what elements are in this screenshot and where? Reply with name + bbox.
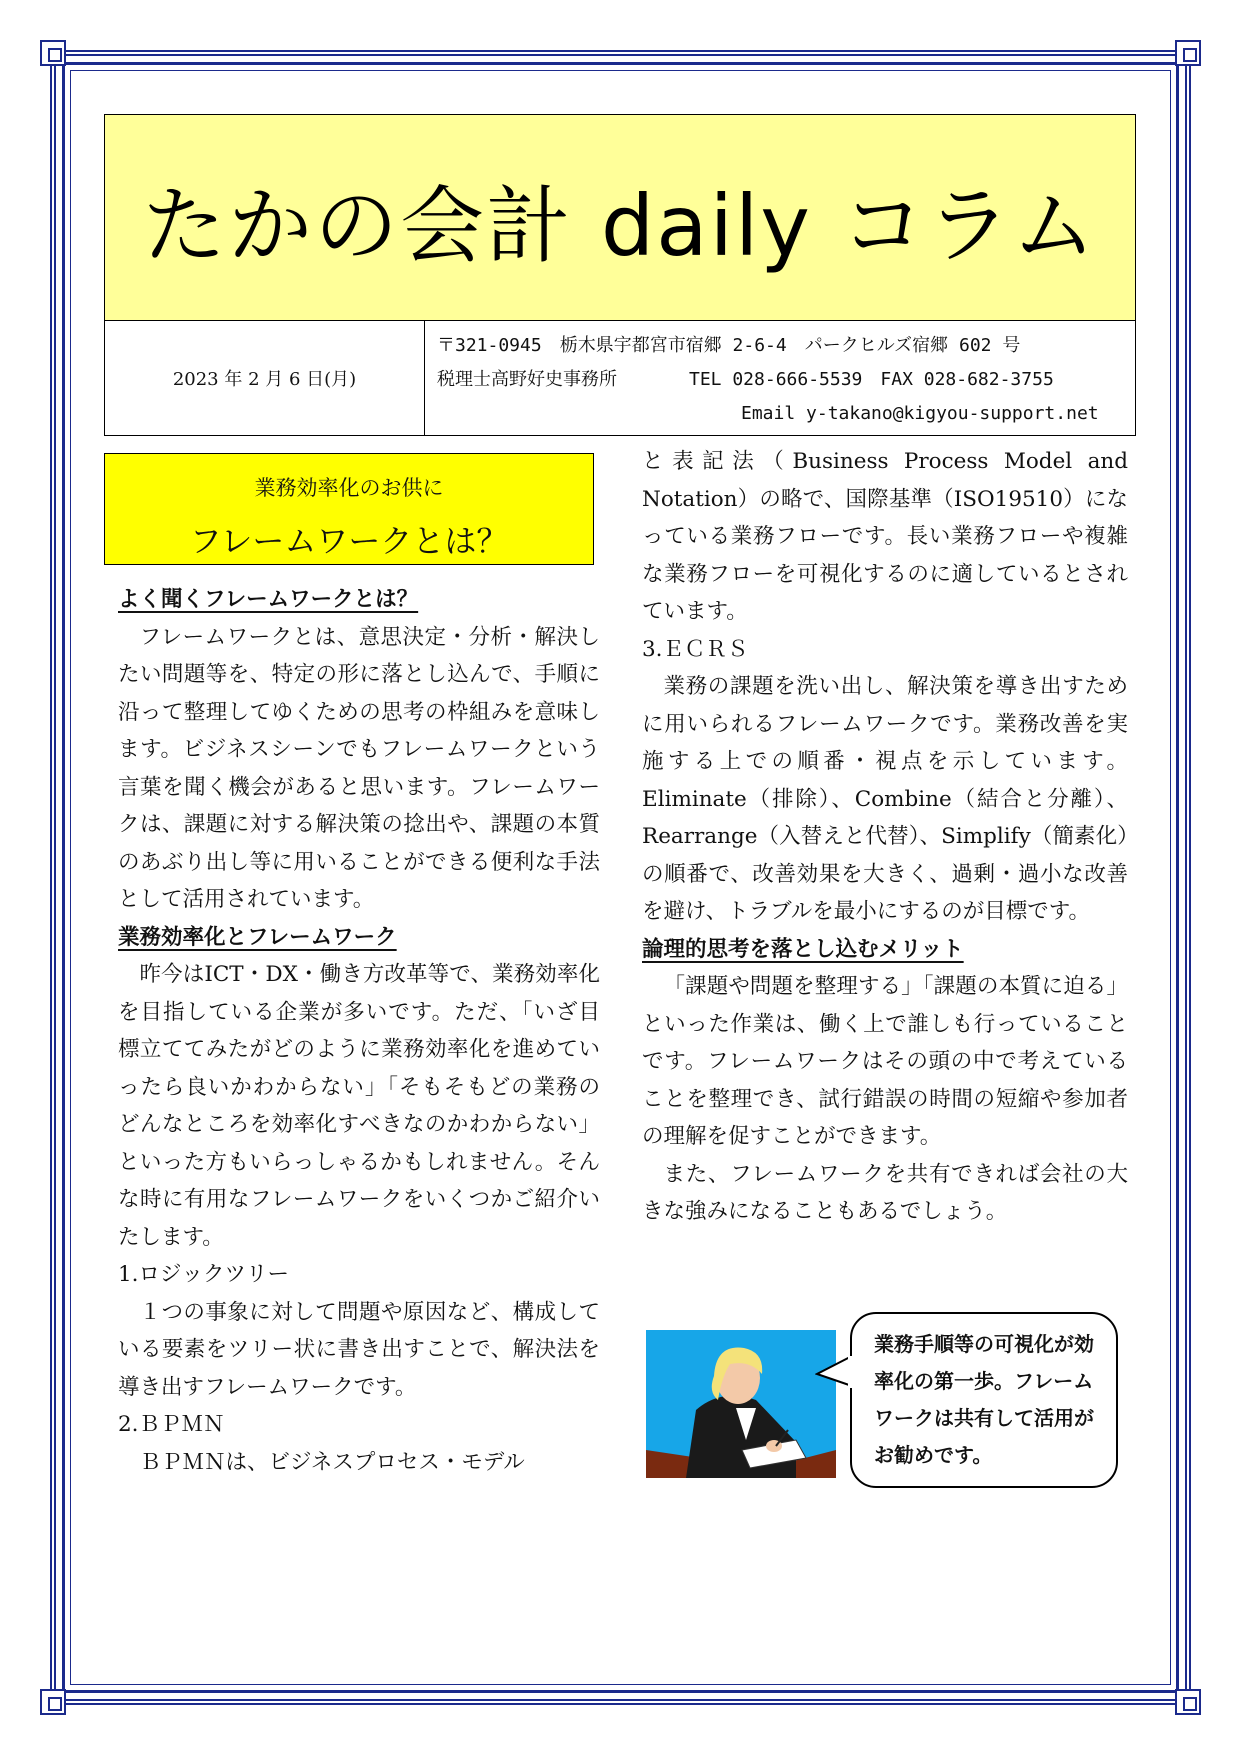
- paragraph: 業務の課題を洗い出し、解決策を導き出すために用いられるフレームワークです。業務改善を実施する上での順番・視点を示しています。Eliminate（排除）、Combine（結合と分離）、Rearrange（入替えと代替）、Simplify（簡素化）の順番で、改善効果を大きく、過剰・過小な改善を避け、トラブルを最小にするのが目標です。: [642, 674, 1128, 924]
- subsection-heading: 3.ＥＣＲＳ: [642, 636, 749, 662]
- headline-title: フレームワークとは？: [189, 522, 509, 560]
- section-heading: よく聞くフレームワークとは？: [118, 587, 419, 612]
- masthead: [104, 114, 1136, 436]
- frame-corner-ornament: [40, 1689, 66, 1715]
- masthead-title-area: [105, 115, 1135, 321]
- woman-writing-icon: [646, 1330, 836, 1478]
- newsletter-title: たかの会計 daily コラム: [142, 177, 1098, 275]
- frame-corner-ornament: [1175, 40, 1201, 66]
- paragraph: 「課題や問題を整理する」「課題の本質に迫る」といった作業は、働く上で誰しも行っていることです。フレームワークはその頭の中で考えていることを整理でき、試行錯誤の時間の短縮や参加者の理解を促すことができます。: [642, 974, 1128, 1149]
- bubble-tail-mask: [848, 1356, 854, 1388]
- office-contact-line: 税理士高野好史事務所 TEL 028-666-5539 FAX 028-682-3755: [437, 369, 1054, 390]
- address-line: 〒321-0945 栃木県宇都宮市宿郷 2-6-4 パークヒルズ宿郷 602 号: [437, 335, 1021, 356]
- subsection-heading: 1.ロジックツリー: [118, 1262, 290, 1287]
- left-column: [118, 581, 600, 1481]
- section-heading: 論理的思考を落とし込むメリット: [642, 936, 964, 962]
- article-headline-box: [104, 453, 594, 565]
- frame-corner-ornament: [40, 40, 66, 66]
- paragraph-continued: と表記法（Business Process Model and Notation）の略で、国際基準（ISO19510）になっている業務フローです。長い業務フローや複雑な業務フローを可視化するのに適しているとされています。: [642, 449, 1128, 624]
- subsection-heading: 2.ＢＰＭＮ: [118, 1412, 225, 1437]
- issue-date: 2023 年 2 月 6 日(月): [105, 321, 425, 435]
- right-column: [642, 443, 1128, 1231]
- paragraph: フレームワークとは、意思決定・分析・解決したい問題等を、特定の形に落とし込んで、手順に沿って整理してゆくための思考の枠組みを意味します。ビジネスシーンでもフレームワークという言葉を聞く機会があると思います。フレームワークは、課題に対する解決策の捻出や、課題の本質のあぶり出し等に用いることができる便利な手法として活用されています。: [118, 624, 600, 912]
- headline-subtitle: 業務効率化のお供に: [254, 476, 444, 500]
- office-email: Email y-takano@kigyou-support.net: [741, 403, 1099, 424]
- speech-bubble: 業務手順等の可視化が効率化の第一歩。フレームワークは共有して活用がお勧めです。: [850, 1312, 1118, 1488]
- paragraph: 昨今はICT・DX・働き方改革等で、業務効率化を目指している企業が多いです。ただ、「いざ目標立ててみたがどのように業務効率化を進めていったら良いかわからない」「そもそもどの業務のどんなところを効率化すべきなのかわからない」といった方もいらっしゃるかもしれません。そんな時に有用なフレームワークをいくつかご紹介いたします。: [118, 962, 600, 1250]
- frame-corner-ornament: [1175, 1689, 1201, 1715]
- paragraph: １つの事象に対して問題や原因など、構成している要素をツリー状に書き出すことで、解決法を導き出すフレームワークです。: [118, 1299, 600, 1400]
- section-heading: 業務効率化とフレームワーク: [118, 924, 397, 950]
- paragraph: また、フレームワークを共有できれば会社の大きな強みになることもあるでしょう。: [642, 1161, 1128, 1224]
- businesswoman-writing-illustration: [646, 1330, 836, 1478]
- office-address: [437, 329, 1054, 397]
- paragraph: ＢＰＭＮは、ビジネスプロセス・モデル: [139, 1449, 525, 1475]
